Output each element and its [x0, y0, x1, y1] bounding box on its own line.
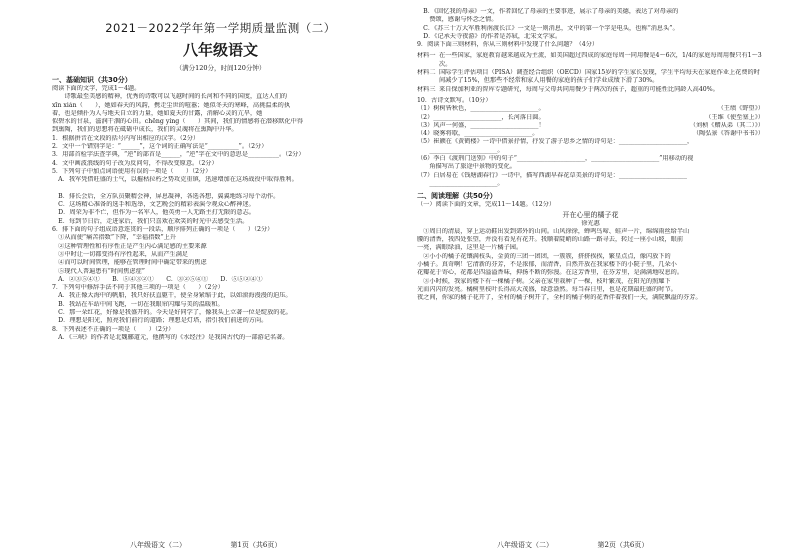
poem-source: （刘桢《赠从弟（其二）》） [689, 121, 764, 129]
page-footer [130, 541, 281, 550]
text-line: A．②③⑤④① B．⑤④③②① C．③②⑤④① D．⑤⑤②④① [52, 275, 263, 283]
text-line: A．我军凭借旺盛的士气，以摧枯拉朽之势攻克重镇，迅速增加在这场战役中取得胜利。 [52, 176, 298, 184]
reading-instruction: （一）阅读下面的文章，完成11～14题。（12分） [417, 201, 556, 209]
article-line: 腰的清香，我四处张望，并没有看见有花开。我顺着陡峭的山路一路寻去，转过一座小山坡，眼前 [417, 236, 684, 244]
text-line: C．这场精心准备的选手和选举，文艺晚会的精彩表演令观众心醉神迷。 [52, 201, 255, 209]
text-line: 赞颂，感谢与怀念之情。 [417, 16, 498, 24]
question-block [52, 85, 389, 342]
article-line: 夜之间，你家的橘子花开了，全村的橘子树开了，全村的橘子树的花香伴着我们一天，满院飘溢的芬芳。 [417, 294, 702, 302]
material-label: 材料二 [417, 69, 436, 77]
material-label: 材料一 [417, 52, 436, 60]
footer-subject: 八年级语文（二） [497, 541, 553, 549]
text-line: 4．文中画波浪线的句子改为反问句，不得改变原意。（2分） [52, 159, 218, 167]
exam-score-note: （满分120分，时间120分钟） [175, 64, 266, 72]
poem-question-line: ______________________。 [417, 179, 504, 187]
article-line: ②小小的橘子花镶满枝头，金黄的三团一团团，一簇簇，挤挤挨挨，繁星点点，像闪放下的 [417, 252, 671, 260]
text-line: ④而可以时间管理，能够在管理时间中确定带来的焦虑 [52, 259, 207, 267]
text-line: 到熏陶，我们的思想将在砥砺中成长，我们的灵魂将在熏陶中升华。 [52, 126, 238, 134]
article-title: 开在心里的橘子花 [562, 210, 619, 219]
poem-recitation-extra [417, 138, 764, 188]
text-line: 7．下列句中修辞手法不同于其他三项的一项是（ ）（2分） [52, 284, 224, 292]
text-line: 1．根据拼音在文段的括号内写出相应的汉字。（2分） [52, 134, 200, 142]
poem-recitation-block [417, 105, 764, 138]
text-line [52, 185, 389, 193]
poem-source: （王维《使至塞上》） [705, 113, 764, 121]
footer-page-number: 第2页（共6页） [597, 541, 649, 549]
footer-page-number: 第1页（共6页） [230, 541, 282, 549]
article-body [417, 228, 764, 303]
text-line: D．周荣为非不亡，但作为一名军人，他英勇一人无路主打无限的意志。 [52, 209, 255, 217]
text-line: C．那一朵红花，好像是我盛开的。今天是好同学了，像我头上立著一位是绽放的花。 [52, 309, 292, 317]
poem-source: （王绩《野望》） [717, 105, 764, 113]
material-label: 材料三 [417, 85, 436, 93]
page-footer [497, 541, 648, 550]
text-line: 阅读下面的文字，完成1～4题。 [52, 85, 141, 92]
poem-source: （陶弘景《答谢中书书》） [692, 130, 764, 138]
footer-subject: 八年级语文（二） [130, 541, 186, 549]
text-line: 5．下列句子中加点词语使用有误的一项是（ ）（2分） [52, 167, 212, 175]
article-line: 花瓣花于寄心，花都是四溢溢香味，抑扬不断的弥漫。在这芳香里，在芬芳里，是满满地叹息的。 [417, 269, 684, 277]
exam-page-right [397, 0, 794, 560]
poem-line [417, 122, 764, 130]
article-line: 小橘子。真奇啊！它清新的芬芳，不是浓郁，而清香，自然开放在我家楼下的小院子里，几朵小 [417, 261, 677, 269]
text-line: ⑤现代人普遍患有“时间焦虑症” [52, 267, 145, 275]
article-line: ①周日的清晨，穿上运动鞋出发到郊外的山间。山风徐徐，蝉鸣鸟啼、蛙声一片，绵绵雨丝给半山 [417, 227, 690, 235]
text-line: B．我站在车站中间飞跑，一切在我眼帘闪耀与美的温暖和。 [52, 300, 224, 308]
text-line: ①从而使“痛苦指数”下降，“幸福指数”上升 [52, 234, 177, 242]
article-line: 光而闪闪的发亮。橘树里枝叶长得高大茂盛，绿意盎然。每当春日里，也是花期最旺盛的时节。 [417, 285, 677, 293]
poem-question-line: 角描写出了旅途中景物的变化。 [417, 163, 516, 171]
text-line: 3．用部首检字法查字典，“逆”的部首是______，“逆”字在文中的意思是__________。（2分） [52, 151, 305, 159]
poem-question-line: （6）李白《渡荆门送别》中的句子“______________________，______________________”用移动的视 [417, 155, 694, 163]
question-block [417, 8, 764, 49]
text-line: ②这种管理性和有序性正是产生内心满足感的主要来源 [52, 242, 207, 250]
exam-title: 2021－2022学年第一学期质量监测（二） [105, 21, 336, 35]
text-line: xīn xián（ ），她如春天的风韵，携走尘世的喧嚣；她似冬天的寒峰，高挑温柔的执 [52, 101, 291, 109]
poem-blank: （4）晓雾将歇，______________________。 [417, 130, 539, 138]
section-heading: 二、阅读理解（共50分） [417, 192, 497, 201]
text-line: 2．文中一个错别字是：“______”，这个词的正确写法是“__________”。（2分） [52, 143, 268, 151]
material-item [417, 52, 764, 69]
poem-question-line: （5）崔颢在《黄鹤楼》一诗中借景抒情，抒发了游子思乡之情的诗句是：______________________， [417, 138, 694, 146]
text-line: 9．阅读下面三则材料，你从三则材料中发现了什么问题？（4分） [417, 41, 599, 49]
poem-blank: （1）树树皆秋色，______________________。 [417, 105, 545, 113]
poem-line [417, 114, 764, 122]
text-line: A．我正像大海中的帆船，我只好扶直躯干，使全身紧缩于此，以如滚海漫漫的迫压。 [52, 292, 292, 300]
text-line: 着，也是倾扑为人与地天自立的力量，她如夏天的甘露，消解心灵的亢旱，她 [52, 109, 263, 117]
text-line: E．每到节日后，走进家后，我们只喜欢在欢笑的时光中去感受生活。 [52, 217, 249, 225]
material-text: 来自保加利亚的智库专题研究，每周与父母共同用餐少于两次的孩子，超重的可能性比同龄人高40%。 [439, 85, 719, 93]
material-item [417, 86, 764, 94]
text-line: 6．排下面的句子组成语意连贯的一段话，顺序排列正确的一项是（ ）（2分） [52, 226, 274, 234]
poem-blank: （3）风声一何盛，______________________！ [417, 121, 545, 129]
exam-subject: 八年级语文 [182, 41, 258, 59]
text-line: 8．下列表述不正确的一项是（ ）（2分） [52, 325, 175, 333]
text-line: 诗歌最至美感的精神，优秀的诗歌可以飞越时间的长河和不同的国度，直达人们的 [52, 93, 288, 101]
poem-blank: （2）______________________，长河落日圆。 [417, 113, 545, 121]
material-text: 在一些国家，家庭教育越来越成为主流，如美国超过四成的家庭每周一同用餐是4～6次，1/4的家庭每周用餐只有1～3次。 [439, 52, 762, 68]
text-line: 似碧水的甘泉，滋润干涸的心田。chēng yíng（ ）其间，我们的情感将在潜移默化中得 [52, 118, 304, 126]
section-heading: 一、基础知识（共30分） [52, 76, 132, 84]
text-line: B．排长会后，全方队员聚精会神，屏息凝神，各选各想，翼翼地练习每个动作。 [52, 192, 280, 200]
text-line: C．《苏三十万大军胜利南渡长江》一文是一则消息，文中的第一个字是电头，也称“消息头”。 [417, 24, 679, 32]
question-10: 10．古诗文默写。（10分） [417, 96, 492, 104]
text-line: B．《回忆我的母亲》一文，作者回忆了母亲的主要事迹，展示了母亲的美德，表达了对母亲的 [417, 8, 679, 15]
text-line: D．《记承天寺夜游》的作者是苏轼，北宋文学家。 [417, 32, 562, 40]
poem-line [417, 130, 764, 138]
poem-line [417, 105, 764, 113]
material-item [417, 69, 764, 86]
text-line: D．理想是阳光，照亮我们前行的道路；理想是灯塔，指引我们前进的方向。 [52, 317, 268, 325]
poem-question-line: （7）白居易在《钱塘湖春行》一诗中，描写西湖早春花草美景的诗句是：______________________ [417, 171, 687, 179]
materials-block [417, 52, 764, 93]
material-text: 国际学生评估项目（PISA）调查经合组织（OECD）国家15岁的学生家长发现，学生平均每天在家庭作业上花费的时间减少了15%，但那些不经常和家人用餐的家庭的孩子们学业成绩下滑了30%。 [439, 69, 760, 85]
text-line: ③中时让一切都变得有序性起来，从而产生满足 [52, 250, 189, 258]
article-author: 徐光惠 [581, 219, 600, 227]
text-line: A．《三峡》的作者是北魏郦道元，他撰写的《水经注》是我国古代的一部游记名著。 [52, 333, 289, 341]
poem-question-line: ______________________。 [417, 146, 504, 154]
article-line: 一亮，满眼绿油，这里是一片橘子园。 [417, 244, 523, 252]
article-line: ③小时候，我家的楼下有一棵橘子树。父亲在家里栽种了一棵，枝叶繁茂，在阳光的照耀下 [417, 277, 671, 285]
